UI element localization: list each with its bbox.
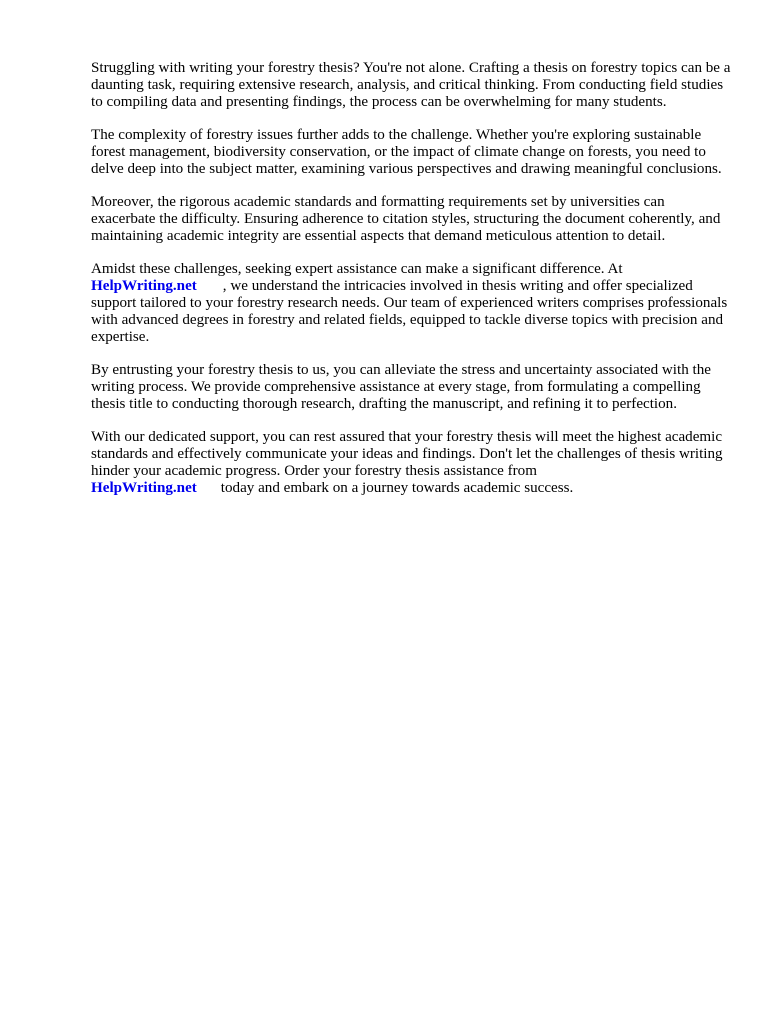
paragraph-assistance-text-start: Amidst these challenges, seeking expert assistance can make a significant difference. At [91,261,623,277]
paragraph-conclusion-text-start: With our dedicated support, you can rest assured that your forestry thesis will meet the highest academic standards and effectively communicate your ideas and findings. Don't let the challenges of thesis writing hinder your academic progress. Order your forestry thesis assistance from [91,429,723,479]
paragraph-complexity: The complexity of forestry issues further adds to the challenge. Whether you're exploring sustainable forest management, biodiversity conservation, or the impact of climate change on forests, you need to delve deep into the subject matter, examining various perspectives and drawing meaningful conclusions. [91,127,722,177]
paragraph-assistance [91,261,731,346]
paragraph-conclusion [91,429,731,497]
paragraph-standards: Moreover, the rigorous academic standards and formatting requirements set by universities can exacerbate the difficulty. Ensuring adherence to citation styles, structuring the document coherently, and maintaining academic integrity are essential aspects that demand meticulous attention to detail. [91,194,721,244]
paragraph-entrusting: By entrusting your forestry thesis to us, you can alleviate the stress and uncertainty associated with the writing process. We provide comprehensive assistance at every stage, from formulating a compelling thesis title to conducting thorough research, drafting the manuscript, and refining it to perfection. [91,362,711,412]
document-body [91,60,731,513]
helpwriting-link-footer[interactable]: HelpWriting.net [91,480,197,496]
paragraph-conclusion-text-end: today and embark on a journey towards academic success. [220,480,574,496]
helpwriting-link[interactable]: HelpWriting.net [91,278,197,294]
paragraph-intro: Struggling with writing your forestry thesis? You're not alone. Crafting a thesis on forestry topics can be a daunting task, requiring extensive research, analysis, and critical thinking. From conducting field studies to compiling data and presenting findings, the process can be overwhelming for many students. [91,60,731,110]
paragraph-assistance-text-end: , we understand the intricacies involved in thesis writing and offer specialized support tailored to your forestry research needs. Our team of experienced writers comprises professionals with advanced degrees in forestry and related fields, equipped to tackle diverse topics with precision and expertise. [91,278,728,345]
